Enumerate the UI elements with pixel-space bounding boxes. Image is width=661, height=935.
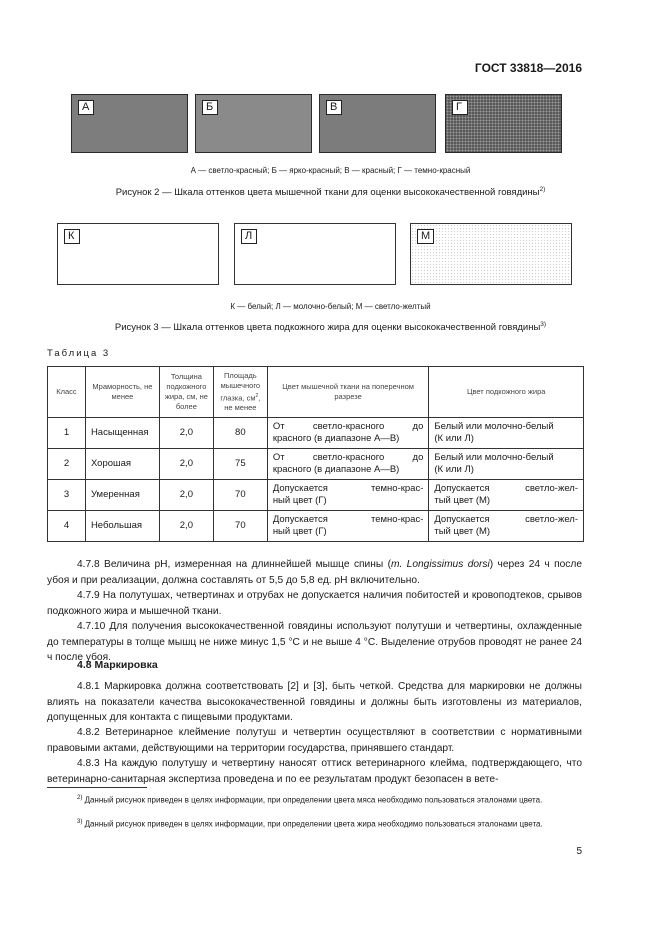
p478-post: ) через 24 ч после убоя и при реализации, должна составлять от 5,5 до 5,8 ед. рН включительно. <box>47 559 582 586</box>
cell-muscle-color <box>267 449 429 480</box>
cell-fat-color <box>429 511 584 542</box>
table-row <box>48 511 584 542</box>
figure2-caption-text: Рисунок 2 — Шкала оттенков цвета мышечной ткани для оценки высококачественной говядины <box>115 187 540 199</box>
footnote-3-text: Данный рисунок приведен в целях информации, при определении цвета жира необходимо пользоваться эталонами цвета. <box>82 819 543 829</box>
p4710-text: 4.7.10 Для получения высококачественной говядины используют полутуши и четвертины, охлажденные до температуры в толще мышц не ниже минус 1,5 °С и не выше 4 °С. Выделение отрубов проводят не ранее 24 ч после убоя. <box>47 621 582 663</box>
p483-text: 4.8.3 На каждую полутушу и четвертину наносят оттиск ветеринарного клейма, подтверждающего, что ветеринарно-санитарная экспертиза проведена и по ее результатам продукт безопасен в вете- <box>47 758 582 785</box>
cell-line: Белый или молочно-белый <box>434 421 554 432</box>
swatch-v <box>319 94 436 153</box>
cell-line: Допускается темно-крас- <box>272 483 424 494</box>
cell-fat: 2,0 <box>159 418 213 449</box>
swatch-letter: М <box>417 229 434 244</box>
table-label: Таблица 3 <box>47 348 111 359</box>
cell-fat: 2,0 <box>159 480 213 511</box>
cell-line: От светло-красного до <box>272 452 424 463</box>
p478-latin: m. Longissimus dorsi <box>390 559 490 570</box>
swatch-a <box>71 94 188 153</box>
cell-line: ный цвет (Г) <box>272 495 327 506</box>
cell-area: 70 <box>213 511 267 542</box>
cell-line: Допускается темно-крас- <box>272 514 424 525</box>
table-3 <box>47 366 584 542</box>
table-row <box>48 449 584 480</box>
figure3-caption <box>0 321 661 333</box>
cell-area: 80 <box>213 418 267 449</box>
cell-class: 2 <box>48 449 86 480</box>
cell-line: ный цвет (Г) <box>272 526 327 537</box>
footnote-divider <box>47 787 147 788</box>
table-row <box>48 480 584 511</box>
col-class: Класс <box>48 367 86 418</box>
fat-swatch-l <box>234 223 396 285</box>
table-row <box>48 418 584 449</box>
footnote-3 <box>47 816 582 831</box>
cell-muscle-color <box>267 511 429 542</box>
swatch-letter: В <box>326 100 342 115</box>
cell-marbling: Небольшая <box>85 511 159 542</box>
cell-fat-color <box>429 449 584 480</box>
cell-line: (К или Л) <box>434 433 474 444</box>
col-muscle-color: Цвет мышечной ткани на поперечном разрезе <box>267 367 429 418</box>
cell-muscle-color <box>267 480 429 511</box>
cell-marbling: Хорошая <box>85 449 159 480</box>
col-eye-area-sup: 2 <box>255 392 259 399</box>
p479-text: 4.7.9 На полутушах, четвертинах и отрубах не допускается наличия побитостей и кровоподтеков, срывов подкожного жира и мышечной ткани. <box>47 590 582 617</box>
footnote-2 <box>47 792 582 807</box>
paragraph-4-7-8 <box>47 557 582 588</box>
paragraph-4-8-3 <box>47 756 582 787</box>
fat-swatch-k <box>57 223 219 285</box>
figure2-caption-sup: 2) <box>539 186 546 193</box>
standard-number: ГОСТ 33818—2016 <box>474 61 582 75</box>
cell-fat: 2,0 <box>159 449 213 480</box>
cell-area: 75 <box>213 449 267 480</box>
cell-class: 1 <box>48 418 86 449</box>
figure2-caption <box>0 186 661 198</box>
paragraph-4-8-2 <box>47 725 582 756</box>
footnote-3-mark: 3) <box>77 819 83 825</box>
col-eye-area-tail: , не менее <box>224 393 261 413</box>
cell-line: (К или Л) <box>434 464 474 475</box>
cell-area: 70 <box>213 480 267 511</box>
cell-line: От светло-красного до <box>272 421 424 432</box>
footnote-2-text: Данный рисунок приведен в целях информации, при определении цвета мяса необходимо пользоваться эталонами цвета. <box>82 795 543 805</box>
fat-swatch-m <box>410 223 572 285</box>
p482-text: 4.8.2 Ветеринарное клеймение полутуш и четвертин осуществляют в соответствии с нормативными правовыми актами, действующими на территории государства, принявшего стандарт. <box>47 727 582 754</box>
swatch-letter: Б <box>202 100 218 115</box>
cell-line: красного (в диапазоне А—В) <box>272 464 400 475</box>
table-header-row <box>48 367 584 418</box>
cell-line: красного (в диапазоне А—В) <box>272 433 400 444</box>
cell-line: Допускается светло-жел- <box>434 514 578 525</box>
col-fat-color: Цвет подкожного жира <box>429 367 584 418</box>
figure3-caption-sup: 3) <box>540 321 547 328</box>
p481-text: 4.8.1 Маркировка должна соответствовать [2] и [3], быть четкой. Средства для маркировки не должны влиять на показатели качества высококачественной говядины и должны быть изготовлены из материалов, допущенных для контакта с пищевыми продуктами. <box>47 681 582 723</box>
section-title: 4.8 Маркировка <box>77 659 158 671</box>
figure3-caption-text: Рисунок 3 — Шкала оттенков цвета подкожного жира для оценки высококачественной говядины <box>114 322 541 334</box>
cell-fat-color <box>429 418 584 449</box>
page-number: 5 <box>576 846 582 857</box>
cell-line: тый цвет (М) <box>434 495 491 506</box>
cell-line: Белый или молочно-белый <box>434 452 554 463</box>
swatch-letter: Г <box>452 100 468 115</box>
col-eye-area <box>213 367 267 418</box>
p478-pre: 4.7.8 Величина рН, измеренная на длиннейшей мышце спины ( <box>77 559 391 570</box>
footnote-2-mark: 2) <box>77 795 83 801</box>
col-marbling: Мраморность, не менее <box>85 367 159 418</box>
swatch-letter: К <box>64 229 80 244</box>
cell-class: 3 <box>48 480 86 511</box>
swatch-letter: Л <box>241 229 257 244</box>
swatch-letter: А <box>78 100 94 115</box>
cell-marbling: Умеренная <box>85 480 159 511</box>
cell-class: 4 <box>48 511 86 542</box>
swatch-b <box>195 94 312 153</box>
figure2-legend: А — светло-красный; Б — ярко-красный; В — красный; Г — темно-красный <box>190 166 471 175</box>
paragraph-4-8-1 <box>47 679 582 726</box>
figure3-legend: К — белый; Л — молочно-белый; М — светло-желтый <box>230 302 431 311</box>
swatch-g <box>445 94 562 153</box>
cell-muscle-color <box>267 418 429 449</box>
cell-fat: 2,0 <box>159 511 213 542</box>
cell-fat-color <box>429 480 584 511</box>
cell-line: Допускается светло-жел- <box>434 483 578 494</box>
col-eye-area-text: Площадь мышечного глазка, см <box>220 370 261 403</box>
cell-marbling: Насыщенная <box>85 418 159 449</box>
cell-line: тый цвет (М) <box>434 526 491 537</box>
col-fat-thickness: Толщина подкожного жира, см, не более <box>159 367 213 418</box>
paragraph-4-7-9 <box>47 588 582 619</box>
